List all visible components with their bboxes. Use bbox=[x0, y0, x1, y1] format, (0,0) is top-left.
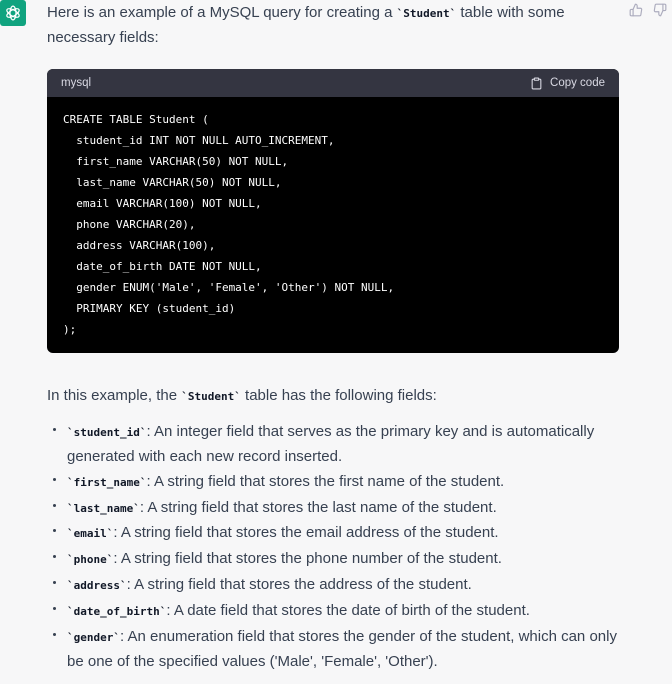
list-item bbox=[47, 420, 622, 469]
field-description: : A string field that stores the first name of the student. bbox=[146, 472, 505, 490]
thumbs-up-button[interactable] bbox=[628, 2, 644, 18]
thumbs-down-button[interactable] bbox=[652, 2, 668, 18]
thumbs-up-icon bbox=[629, 3, 643, 17]
feedback-buttons bbox=[628, 2, 668, 18]
intro-paragraph bbox=[47, 1, 622, 50]
field-name: `address` bbox=[67, 578, 127, 592]
field-description: : An integer field that serves as the primary key and is automatically generated with each new record inserted. bbox=[67, 423, 595, 465]
field-name: `student_id` bbox=[67, 426, 147, 439]
summary-text-end: table has the following fields: bbox=[240, 387, 437, 404]
list-item bbox=[47, 496, 622, 521]
code-line: PRIMARY KEY (student_id) bbox=[63, 302, 236, 315]
code-language-label: mysql bbox=[61, 77, 92, 89]
assistant-message bbox=[47, 0, 622, 674]
field-name: `email` bbox=[67, 527, 114, 541]
intro-text-end: table with some necessary fields: bbox=[47, 4, 565, 46]
code-line: student_id INT NOT NULL AUTO_INCREMENT, bbox=[63, 134, 335, 147]
summary-text: In this example, the bbox=[47, 387, 182, 404]
field-description: : A date field that stores the date of birth of the student. bbox=[166, 601, 530, 619]
inline-code-student: `Student` bbox=[181, 390, 241, 403]
code-line: address VARCHAR(100), bbox=[63, 239, 216, 252]
code-block bbox=[47, 69, 619, 353]
inline-code-student: `Student` bbox=[396, 7, 457, 20]
code-line: phone VARCHAR(20), bbox=[63, 218, 196, 231]
copy-code-label: Copy code bbox=[550, 77, 605, 89]
code-line: ); bbox=[63, 323, 77, 336]
field-description: : A string field that stores the email address of the student. bbox=[113, 524, 499, 542]
code-line: last_name VARCHAR(50) NOT NULL, bbox=[63, 176, 282, 189]
list-item bbox=[47, 547, 622, 572]
summary-paragraph bbox=[47, 384, 622, 409]
code-line: first_name VARCHAR(50) NOT NULL, bbox=[63, 155, 289, 168]
field-name: `last_name` bbox=[67, 501, 140, 515]
list-item bbox=[47, 599, 622, 624]
clipboard-icon bbox=[530, 77, 543, 90]
list-item bbox=[47, 470, 622, 495]
field-name: `phone` bbox=[67, 553, 114, 567]
code-line: CREATE TABLE Student ( bbox=[63, 113, 209, 126]
field-name: `first_name` bbox=[67, 475, 147, 489]
field-description: : A string field that stores the address of the student. bbox=[126, 575, 472, 593]
code-content bbox=[47, 97, 619, 353]
field-name: `gender` bbox=[67, 630, 120, 644]
field-description: : An enumeration field that stores the gender of the student, which can only be one of the specified values ('Male', 'Female', 'Other'). bbox=[67, 627, 617, 670]
openai-logo-icon bbox=[4, 4, 22, 22]
field-description: : A string field that stores the phone number of the student. bbox=[113, 550, 502, 568]
list-item bbox=[47, 625, 622, 674]
list-item bbox=[47, 521, 622, 546]
code-line: date_of_birth DATE NOT NULL, bbox=[63, 260, 262, 273]
intro-text: Here is an example of a MySQL query for creating a bbox=[47, 4, 397, 21]
code-line: email VARCHAR(100) NOT NULL, bbox=[63, 197, 262, 210]
list-item bbox=[47, 573, 622, 598]
code-block-header bbox=[47, 69, 619, 97]
code-line: gender ENUM('Male', 'Female', 'Other') NOT NULL, bbox=[63, 281, 395, 294]
thumbs-down-icon bbox=[653, 3, 667, 17]
copy-code-button[interactable] bbox=[530, 71, 605, 95]
field-description: : A string field that stores the last name of the student. bbox=[139, 498, 497, 516]
assistant-avatar bbox=[0, 0, 26, 26]
field-name: `date_of_birth` bbox=[67, 604, 167, 618]
field-list bbox=[47, 420, 622, 674]
